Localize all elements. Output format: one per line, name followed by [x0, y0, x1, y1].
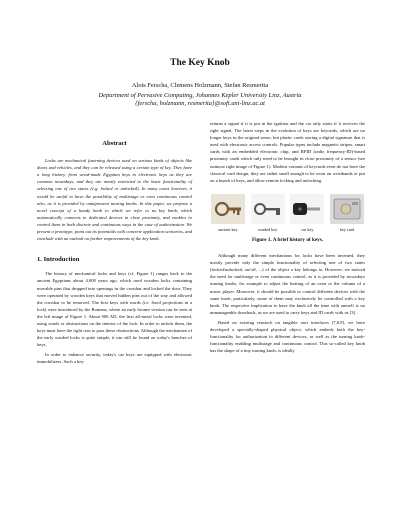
figure-images: [210, 190, 365, 224]
figure-keys: [210, 190, 365, 244]
intro-paragraph: The history of mechanical locks and keys (cf. Figure 1) ranges back to the ancient Egyptians about 4,000 years ago, which used wooden locks containing movable pins that dropped into openings in the crossbar and locked the door. They were operated by wooden keys that moved hidden pins out of the way and allowed the crossbar to be removed. The first keys with wards (i.e. fixed projections in a lock) were introduced by the Romans, where an early bronze version can be seen at the left image of Figure 1. About 900 AD, the first all-metal locks were invented, using wards or obstructions on the interior of the lock. In order to unlock them, the keys must have the right cuts to pass these obstructions. Although the mechanism of the early warded locks is quite simple, it can still be found on today's bunches of keys.: [37, 271, 192, 348]
key-card-image: [329, 194, 365, 224]
paper-title: The Key Knob: [170, 58, 230, 68]
left-column: [37, 120, 192, 369]
intro-paragraph: In order to enhance security, today's car keys are equipped with electronic immobilizers. Such a key: [37, 352, 192, 365]
body-paragraph: Based on existing research on tangible user interfaces [7,8,9], we have developed a specially-shaped physical object, which embeds both the key-functionality for authorization to different devices, as well as the turning knob-functionality enabling multistage and continuous control. This so-called key knob has the shape of a tiny turning knob, is ideally: [210, 319, 365, 354]
paper-affiliation: [0, 92, 400, 108]
ancient-key-image: [210, 194, 246, 224]
figure-label: key card: [339, 226, 355, 232]
car-key-image: [289, 194, 325, 224]
intro-heading: 1. Introduction: [37, 256, 80, 264]
figure-label: ancient key: [218, 226, 238, 232]
figure-label: warded key: [257, 226, 278, 232]
author-email: {ferscha, holzmann, resmerita}@soft.uni-linz.ac.at: [135, 100, 265, 107]
body-paragraph: Although many different mechanisms for locks have been invented, they mostly provide only the simple functionality of selecting one of two states (locked/unlocked, on/off, ...) of the object a key belongs to. However, we noticed the need for multistage or even continuous control, as it is provided by nowadays turning knobs, for example to adjust the heating of an oven or the volume of a music player. Moreover, it should be possible to control different devices with the same knob, particularly, some of them may exclusively be controlled with a key knob. The respective implication to have the knob all the time with oneself is no unmanageable drawback, as we are used to carry keys and ID cards with us [3].: [210, 253, 365, 315]
figure-labels: [210, 226, 365, 233]
abstract-text: Locks are mechanical fastening devices used on various kinds of objects like doors and vehicles, and they can be released using a certain type of key. They have a long history, from wood-made Egyptian keys to electronic keys as they are common nowadays, and they are mostly restricted to the basic functionality of selecting one of two states (e.g. locked or unlocked). In many cases however, it would be useful to have the possibility of multistage or even continuous control also, as it is provided by omnipresent turning knobs. In this paper, we propose a novel concept of a handy knob to which we refer to as key knob, which automatically connects to dedicated devices in close proximity, and enables to control them in both discrete and continuous ways in the case of authorization. We present a prototype, point out its potentials with concrete application scenarios, and conclude with an outlook on further improvements of the key knob.: [37, 158, 192, 242]
figure-caption: Figure 1. A brief history of keys.: [251, 236, 324, 243]
right-column: [210, 120, 365, 357]
warded-key-image: [250, 194, 286, 224]
abstract-heading: Abstract: [102, 140, 127, 147]
paper-authors: Alois Ferscha, Clemens Holzmann, Stefan Resmerita: [131, 82, 269, 89]
figure-label: car key: [301, 226, 314, 232]
affiliation-text: Department of Pervasive Computing, Johannes Kepler University Linz, Austria: [98, 92, 302, 99]
body-paragraph: returns a signal if it is put in the ignition and the car only starts if it receives the right signal. The latest steps in the evolution of keys are keycards, which are no longer keys in the original sense, but plastic cards storing a digital signature that is used with electronic access controls. Popular types include magnetic stripes, smart cards with an embedded electronic chip, and RFID (radio frequency-ID)-based proximity cards which only need to be brought in close proximity of a sensor (see outmost right image of Figure 1). Modern variants of keycards even do not have the classical card design, they are rather small enough to be worn on wristbands or put on a bunch of keys, and allow remote locking and unlocking.: [210, 121, 365, 183]
